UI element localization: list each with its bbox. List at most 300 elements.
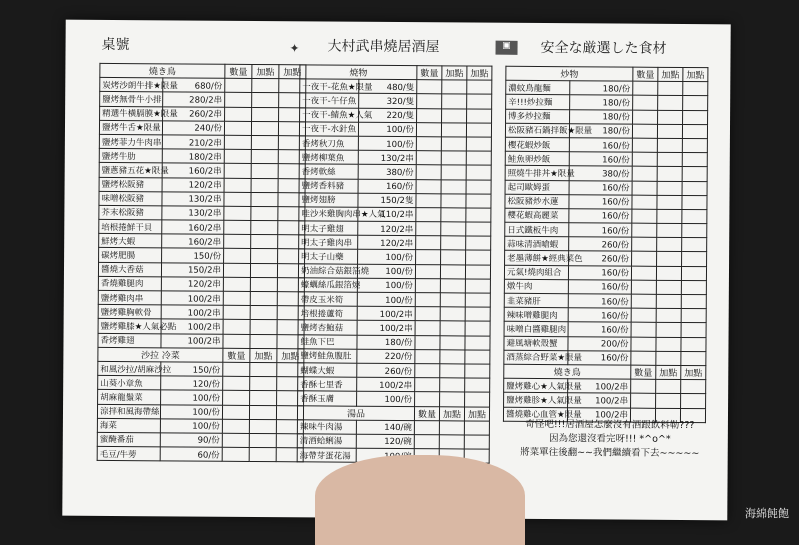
qty-cell[interactable] [415,293,440,307]
add-cell[interactable] [441,236,466,250]
add-cell[interactable] [657,138,682,152]
qty-cell[interactable] [224,149,251,163]
add-cell[interactable] [657,152,682,166]
add-cell[interactable] [440,293,465,307]
add-cell[interactable] [465,378,490,392]
qty-cell[interactable] [415,264,440,278]
add-cell[interactable] [658,96,683,110]
add-header: 加點 [439,406,464,420]
table-row [98,376,304,392]
add-cell[interactable] [681,280,706,294]
item-name: 辣味牛肉湯 [297,419,356,434]
add-cell[interactable] [466,179,491,193]
add-cell[interactable] [681,394,706,408]
qty-cell[interactable] [223,376,250,390]
add-cell[interactable] [440,307,465,321]
item-name: 山葵小章魚 [98,376,161,391]
add-cell[interactable] [251,164,278,178]
item-name: 香烤軟絲 [299,164,358,179]
qty-cell[interactable] [631,351,656,365]
item-name: 鹽烤牛肋 [99,149,162,164]
item-name: 碳烤肥腸 [99,248,162,263]
add-cell[interactable] [249,405,276,419]
add-cell[interactable] [656,294,681,308]
qty-cell[interactable] [416,250,441,264]
qty-cell[interactable] [631,294,656,308]
add-cell[interactable] [682,224,707,238]
item-name: 香烤雞翅 [98,333,161,348]
qty-cell[interactable] [632,195,657,209]
item-price: 260/份 [356,363,415,378]
add-cell[interactable] [251,121,278,135]
qty-cell[interactable] [222,447,249,461]
section-title: 焼物 [300,65,417,80]
item-price: 100/2串 [357,306,416,321]
qty-cell[interactable] [632,166,657,180]
qty-cell[interactable] [631,393,656,407]
add-cell[interactable] [466,208,491,222]
table-row [99,191,305,207]
add-cell[interactable] [656,379,681,393]
add-cell[interactable] [440,392,465,406]
add-cell[interactable] [440,378,465,392]
add-cell[interactable] [465,364,490,378]
add-cell[interactable] [657,124,682,138]
add-cell[interactable] [465,293,490,307]
item-price: 110/2串 [357,207,416,222]
add-cell[interactable] [657,195,682,209]
add-cell[interactable] [441,165,466,179]
add-cell[interactable] [250,263,277,277]
add-cell[interactable] [657,223,682,237]
add-cell[interactable] [440,264,465,278]
qty-cell[interactable] [633,96,658,110]
add-cell[interactable] [252,93,279,107]
add-cell[interactable] [466,151,491,165]
item-price: 160/2串 [161,220,224,235]
item-price: 100/份 [357,278,416,293]
add-cell[interactable] [656,351,681,365]
shop-name: 大村武串燒居酒屋 [327,38,440,56]
item-price: 260/份 [568,251,632,266]
item-name: 香酥七里香 [298,377,357,392]
item-name: 蒜味清酒嗆蝦 [505,237,569,252]
add-cell[interactable] [465,392,490,406]
add-cell[interactable] [466,194,491,208]
item-price: 120/份 [160,376,223,391]
table-row [506,109,708,125]
qty-cell[interactable] [225,78,252,92]
add-cell[interactable] [682,153,707,167]
item-price: 160/份 [568,294,632,309]
add-header: 加點 [250,348,277,362]
qty-cell[interactable] [632,252,657,266]
qty-cell[interactable] [631,280,656,294]
qty-cell[interactable] [416,208,441,222]
qty-cell[interactable] [632,124,657,138]
add-cell[interactable] [465,321,490,335]
item-name: 一夜干-午仔魚 [300,93,359,108]
item-name: 鮭魚卵炒飯 [505,151,569,166]
item-name: 香烤秋刀魚 [299,136,358,151]
qty-cell[interactable] [415,364,440,378]
yakimono-menu-table [297,64,493,464]
add-cell[interactable] [252,107,279,121]
fried-menu-table [503,66,708,423]
qty-cell[interactable] [224,192,251,206]
add-cell[interactable] [251,235,278,249]
add-cell[interactable] [466,250,491,264]
table-row [505,251,707,267]
add-cell[interactable] [250,334,277,348]
add-cell[interactable] [657,209,682,223]
add-cell[interactable] [656,394,681,408]
item-price: 100/份 [357,250,416,265]
qty-cell[interactable] [224,178,251,192]
add-cell[interactable] [465,350,490,364]
add-cell[interactable] [656,280,681,294]
table-row [100,92,306,108]
add-cell[interactable] [250,320,277,334]
item-price: 380/份 [569,166,633,181]
add-cell[interactable] [441,123,466,137]
table-row [99,163,305,179]
add-cell[interactable] [250,391,277,405]
item-price: 160/2串 [161,234,224,249]
qty-cell[interactable] [223,320,250,334]
add-cell[interactable] [440,321,465,335]
add-cell[interactable] [440,279,465,293]
item-name: 味噌白醬雞腿肉 [504,322,568,337]
qty-cell[interactable] [416,122,441,136]
qty-cell[interactable] [223,391,250,405]
item-price: 220/份 [356,349,415,364]
add-cell[interactable] [658,110,683,124]
add-cell[interactable] [440,364,465,378]
table-row [299,122,491,138]
add-cell[interactable] [441,137,466,151]
item-price: 200/份 [567,336,631,351]
add-header: 加點 [442,66,467,80]
qty-cell[interactable] [631,323,656,337]
table-row [299,136,491,152]
add-cell[interactable] [657,167,682,181]
add-cell[interactable] [656,337,681,351]
table-row [97,404,303,420]
table-row [297,434,489,450]
add-cell[interactable] [467,94,492,108]
add-cell[interactable] [683,110,708,124]
add-cell[interactable] [683,96,708,110]
item-name: 醬燒大香菇 [98,262,161,277]
table-row [504,265,706,281]
qty-cell[interactable] [224,206,251,220]
item-price: 100/2串 [356,377,415,392]
add-cell[interactable] [441,151,466,165]
add-cell[interactable] [682,124,707,138]
add-cell[interactable] [442,94,467,108]
add-cell[interactable] [683,82,708,96]
item-name: 味噌松阪豬 [99,191,162,206]
qty-cell[interactable] [416,193,441,207]
item-name: 鹽烤菲力牛肉串 [99,134,162,149]
add-cell[interactable] [466,222,491,236]
add-cell[interactable] [465,307,490,321]
notes-block [499,416,721,460]
table-row [504,307,706,323]
qty-cell[interactable] [223,277,250,291]
add-cell[interactable] [464,421,489,435]
qty-cell[interactable] [225,107,252,121]
qty-cell[interactable] [417,94,442,108]
add-cell[interactable] [441,179,466,193]
add-cell[interactable] [252,79,279,93]
menu-sheet [62,20,730,521]
table-row [100,78,306,94]
item-name: 明太子雞肉串 [299,235,358,250]
add-cell[interactable] [466,137,491,151]
item-name: 芥末松阪豬 [99,205,162,220]
add-cell[interactable] [250,306,277,320]
qty-header: 數量 [225,64,252,78]
item-name: 鹽烤柳葉魚 [299,150,358,165]
add-header: 加點 [658,67,683,81]
add-cell[interactable] [251,150,278,164]
add-cell[interactable] [681,266,706,280]
item-name: 酒蒸綜合野菜★限量 [504,350,568,365]
item-name: 鹽烤牛舌★限量 [99,120,162,135]
add-cell[interactable] [250,362,277,376]
item-price: 220/隻 [358,108,417,123]
item-price: 160/份 [568,265,632,280]
qty-cell[interactable] [223,263,250,277]
note-line: 因為您還沒看完呀!!! *^o^* [548,433,671,445]
add-cell[interactable] [251,206,278,220]
item-name: 櫻花蝦炒飯 [505,137,569,152]
add-cell[interactable] [657,238,682,252]
table-row [100,106,306,122]
qty-cell[interactable] [415,278,440,292]
qty-cell[interactable] [225,93,252,107]
qty-cell[interactable] [632,209,657,223]
add-cell[interactable] [656,266,681,280]
item-name: 涼拌和風海帶絲 [97,404,160,419]
add-cell[interactable] [439,435,464,449]
add-cell[interactable] [249,419,276,433]
add-cell[interactable] [441,208,466,222]
add-cell[interactable] [681,351,706,365]
add-cell[interactable] [466,236,491,250]
qty-cell[interactable] [224,135,251,149]
qty-cell[interactable] [222,433,249,447]
item-price: 160/2串 [162,163,225,178]
item-name: 精選牛橫膈膜★限量 [100,106,163,121]
add-cell[interactable] [251,249,278,263]
add-cell[interactable] [681,309,706,323]
qty-cell[interactable] [632,223,657,237]
qty-cell[interactable] [416,236,441,250]
qty-cell[interactable] [223,291,250,305]
add-cell[interactable] [441,222,466,236]
qty-cell[interactable] [415,349,440,363]
qty-cell[interactable] [223,334,250,348]
qty-cell[interactable] [631,266,656,280]
add-cell[interactable] [465,279,490,293]
add-cell[interactable] [682,181,707,195]
qty-cell[interactable] [415,321,440,335]
add-cell[interactable] [251,178,278,192]
add-cell[interactable] [250,291,277,305]
add-cell[interactable] [465,336,490,350]
table-row [99,177,305,193]
qty-cell[interactable] [631,379,656,393]
qty-cell[interactable] [417,108,442,122]
item-price: 180/份 [569,95,633,110]
qty-cell[interactable] [415,378,440,392]
add-cell[interactable] [441,250,466,264]
qty-cell[interactable] [632,181,657,195]
add-cell[interactable] [251,135,278,149]
qty-cell[interactable] [416,151,441,165]
add-cell[interactable] [681,294,706,308]
item-name: 避風塘軟殼蟹 [504,336,568,351]
qty-cell[interactable] [415,307,440,321]
qty-cell[interactable] [224,121,251,135]
item-name: 韭菜豬肝 [504,293,568,308]
table-row [298,391,490,407]
add-cell[interactable] [466,123,491,137]
add-cell[interactable] [682,238,707,252]
table-row [298,306,490,322]
qty-cell[interactable] [223,362,250,376]
add-cell[interactable] [251,192,278,206]
qty-cell[interactable] [631,308,656,322]
qty-cell[interactable] [632,138,657,152]
add-cell[interactable] [465,265,490,279]
section-header-row [98,347,304,363]
item-price: 260/份 [568,237,632,252]
item-price: 480/隻 [358,79,417,94]
add-cell[interactable] [250,377,277,391]
qty-cell[interactable] [414,435,439,449]
item-name: 櫻花蝦高麗菜 [505,208,569,223]
add-cell[interactable] [682,195,707,209]
add-cell[interactable] [657,181,682,195]
add-cell[interactable] [466,165,491,179]
add-cell[interactable] [441,193,466,207]
qty-cell[interactable] [224,220,251,234]
item-name: 哇沙米雞胸肉串★人氣 [299,207,358,222]
item-name: 清酒蛤蜊湯 [297,434,356,449]
qty-cell[interactable] [632,237,657,251]
note-line: 將菜單往後翻~~我們繼續看下去~~~~~ [520,446,700,460]
add-cell[interactable] [681,323,706,337]
item-price: 100/份 [160,419,223,434]
add-cell[interactable] [682,167,707,181]
qty-cell[interactable] [224,249,251,263]
qty-cell[interactable] [224,235,251,249]
qty-cell[interactable] [631,337,656,351]
item-price: 100/2串 [161,319,224,334]
add-cell[interactable] [249,433,276,447]
item-name: 一夜干-水針魚 [299,122,358,137]
add-cell[interactable] [249,448,276,462]
item-price: 120/2串 [357,235,416,250]
add-cell[interactable] [656,309,681,323]
item-price: 90/份 [160,433,223,448]
table-row [298,263,490,279]
qty-cell[interactable] [416,222,441,236]
qty-cell[interactable] [417,80,442,94]
add-cell[interactable] [657,252,682,266]
table-row [298,278,490,294]
table-row [98,333,304,349]
qty-cell[interactable] [416,179,441,193]
add-cell[interactable] [467,109,492,123]
add-cell[interactable] [442,80,467,94]
add-cell[interactable] [442,108,467,122]
qty-cell[interactable] [415,335,440,349]
stamp-icon: ▣ [496,41,518,55]
qty-cell[interactable] [633,110,658,124]
add-cell[interactable] [250,277,277,291]
qty-cell[interactable] [633,81,658,95]
table-row [504,279,706,295]
add-cell[interactable] [658,82,683,96]
qty-cell[interactable] [223,305,250,319]
qty-cell[interactable] [414,420,439,434]
add-cell[interactable] [467,80,492,94]
item-name: 蜜醃番茄 [97,432,160,447]
item-price: 100/份 [358,136,417,151]
add-cell[interactable] [682,209,707,223]
table-row [298,363,490,379]
item-price: 100/份 [356,392,415,407]
add-cell[interactable] [681,380,706,394]
add-cell[interactable] [440,335,465,349]
item-name: 炭烤沙朗牛排★限量 [100,78,163,93]
add-cell[interactable] [464,435,489,449]
item-name: 一夜干-花魚★限量 [300,79,359,94]
qty-cell[interactable] [632,152,657,166]
qty-cell[interactable] [222,419,249,433]
table-row [299,164,491,180]
add-cell[interactable] [251,221,278,235]
item-name: 培根捲鮮干貝 [99,219,162,234]
item-price: 320/隻 [358,94,417,109]
hand [315,455,525,545]
add-cell[interactable] [439,420,464,434]
qty-cell[interactable] [416,165,441,179]
item-price: 100/份 [160,404,223,419]
item-name: 香燒雞腿肉 [98,276,161,291]
item-price: 100/2串 [567,393,631,408]
qty-cell[interactable] [224,164,251,178]
qty-cell[interactable] [416,137,441,151]
add-cell[interactable] [656,323,681,337]
add-cell[interactable] [682,252,707,266]
add-cell[interactable] [681,337,706,351]
add-cell[interactable] [440,350,465,364]
add-cell[interactable] [682,138,707,152]
qty-cell[interactable] [415,392,440,406]
item-price: 180/份 [569,109,633,124]
add-header: 加點 [279,65,306,79]
table-row [298,349,490,365]
qty-cell[interactable] [222,405,249,419]
item-name: 醬燒雞心血管★限量 [503,407,567,422]
slogan: 安全な厳選した食材 [540,40,667,57]
